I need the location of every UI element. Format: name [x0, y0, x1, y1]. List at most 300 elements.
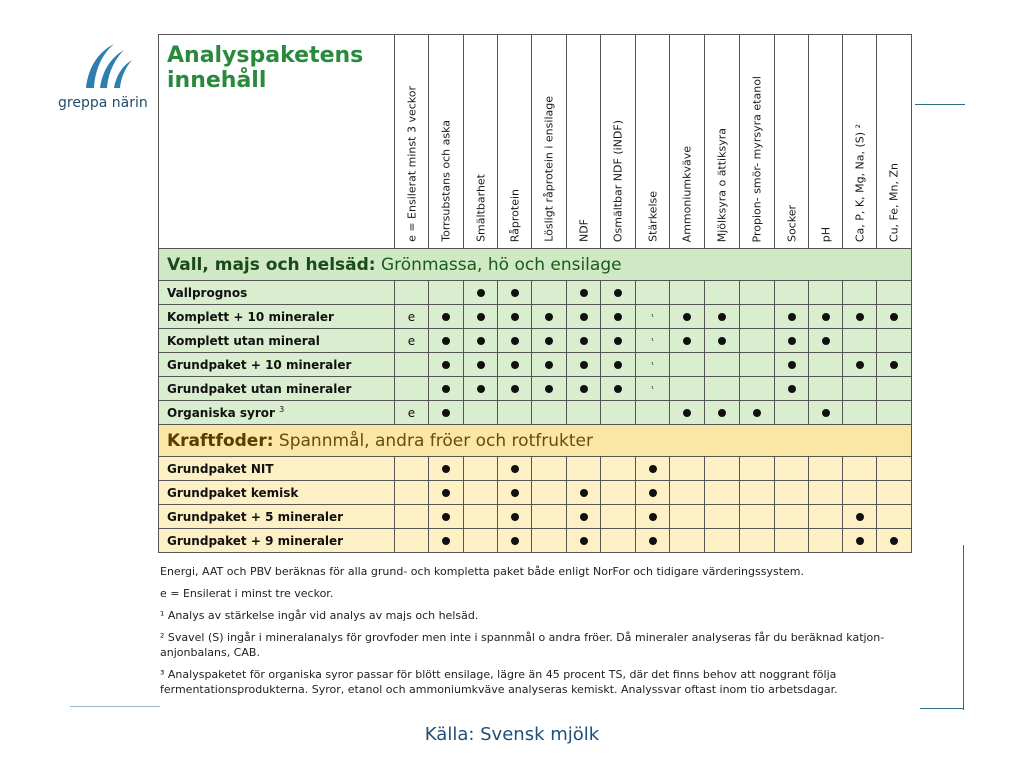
table-cell: [395, 305, 429, 329]
table-cell: [429, 457, 464, 481]
table-cell: [877, 305, 912, 329]
column-header: [395, 35, 429, 249]
ensilage-marker: e: [407, 309, 416, 324]
table-cell: [740, 377, 775, 401]
column-header-label: Smältbarhet: [474, 174, 487, 242]
included-dot-icon: [442, 513, 450, 521]
column-header-label: Råprotein: [508, 188, 521, 242]
source-caption: Källa: Svensk mjölk: [424, 724, 600, 745]
table-cell: [601, 329, 636, 353]
row-label-footnote: 3: [279, 405, 285, 414]
column-header-label: Propion- smör- myrsyra etanol: [750, 75, 764, 242]
table-cell: [877, 481, 912, 505]
table-cell: [567, 329, 601, 353]
table-cell: [636, 329, 670, 353]
included-dot-icon: [718, 313, 726, 321]
included-dot-icon: [477, 337, 485, 345]
included-dot-icon: [683, 409, 691, 417]
column-header: [775, 35, 809, 249]
included-dot-icon: [683, 313, 691, 321]
table-cell: [532, 481, 567, 505]
included-dot-icon: [649, 465, 657, 473]
footnotes: [160, 564, 900, 704]
table-cell: [532, 329, 567, 353]
column-header: [498, 35, 532, 249]
table-cell: [809, 401, 843, 425]
included-dot-icon: [580, 537, 588, 545]
table-cell: [740, 401, 775, 425]
included-dot-icon: [822, 409, 830, 417]
included-dot-icon: [442, 489, 450, 497]
table-row: [159, 281, 912, 305]
table-cell: [395, 481, 429, 505]
included-dot-icon: [511, 465, 519, 473]
table-cell: [705, 377, 740, 401]
table-cell: [877, 505, 912, 529]
note-ensilage: e = Ensilerat i minst tre veckor.: [160, 587, 334, 600]
note-starch: ¹ Analys av stärkelse ingår vid analys av majs och helsäd.: [160, 609, 479, 622]
table-cell: [809, 353, 843, 377]
table-cell: [567, 353, 601, 377]
table-cell: [740, 281, 775, 305]
table-cell: [429, 281, 464, 305]
table-cell: [843, 353, 877, 377]
table-row: [159, 481, 912, 505]
table-cell: [877, 281, 912, 305]
table-cell: [429, 481, 464, 505]
table-cell: [636, 457, 670, 481]
table-cell: [705, 457, 740, 481]
table-cell: [601, 505, 636, 529]
column-header: [601, 35, 636, 249]
table-cell: [740, 329, 775, 353]
table-cell: [775, 481, 809, 505]
included-dot-icon: [822, 337, 830, 345]
included-dot-icon: [545, 313, 553, 321]
table-cell: [498, 281, 532, 305]
included-dot-icon: [753, 409, 761, 417]
row-label: [159, 505, 395, 529]
table-cell: [567, 481, 601, 505]
table-cell: [705, 305, 740, 329]
table-cell: [775, 377, 809, 401]
table-cell: [843, 481, 877, 505]
column-header-label: Lösligt råprotein i ensilage: [542, 96, 556, 242]
included-dot-icon: [545, 361, 553, 369]
table-cell: [843, 529, 877, 553]
table-cell: [395, 353, 429, 377]
included-dot-icon: [442, 409, 450, 417]
table-cell: [601, 457, 636, 481]
table-cell: [498, 377, 532, 401]
table-cell: [809, 481, 843, 505]
included-dot-icon: [545, 385, 553, 393]
table-cell: [464, 305, 498, 329]
table-cell: [498, 353, 532, 377]
table-cell: [395, 401, 429, 425]
table-cell: [464, 401, 498, 425]
table-cell: [809, 305, 843, 329]
table-cell: [636, 281, 670, 305]
row-label: [159, 353, 395, 377]
table-cell: [775, 329, 809, 353]
included-dot-icon: [580, 385, 588, 393]
included-dot-icon: [580, 361, 588, 369]
row-label-text: Organiska syror: [167, 406, 275, 420]
included-dot-icon: [649, 537, 657, 545]
table-cell: [740, 353, 775, 377]
table-row: [159, 329, 912, 353]
table-row: [159, 377, 912, 401]
table-cell: [601, 377, 636, 401]
table-cell: [843, 401, 877, 425]
included-dot-icon: [718, 337, 726, 345]
row-label: [159, 377, 395, 401]
included-dot-icon: [890, 361, 898, 369]
table-cell: [740, 505, 775, 529]
row-label: [159, 481, 395, 505]
table-cell: [464, 377, 498, 401]
table-cell: [429, 305, 464, 329]
table-cell: [464, 281, 498, 305]
table-cell: [498, 329, 532, 353]
column-header: [464, 35, 498, 249]
included-dot-icon: [580, 489, 588, 497]
table-cell: [775, 505, 809, 529]
decor-line-bottom-right: [920, 708, 964, 709]
table-cell: [843, 281, 877, 305]
table-cell: [601, 281, 636, 305]
table-cell: [601, 305, 636, 329]
included-dot-icon: [511, 513, 519, 521]
table-cell: [636, 529, 670, 553]
table-cell: [670, 401, 705, 425]
table-cell: [567, 457, 601, 481]
included-dot-icon: [856, 361, 864, 369]
table-cell: [809, 281, 843, 305]
section-heading-bold: Kraftfoder:: [167, 430, 274, 451]
included-dot-icon: [477, 385, 485, 393]
table-cell: [464, 353, 498, 377]
section-heading-bold: Vall, majs och helsäd:: [167, 254, 376, 275]
included-dot-icon: [477, 313, 485, 321]
table-cell: [464, 457, 498, 481]
included-dot-icon: [890, 537, 898, 545]
included-dot-icon: [511, 313, 519, 321]
table-cell: [877, 377, 912, 401]
table-cell: [843, 305, 877, 329]
table-row: [159, 305, 912, 329]
table-cell: [567, 377, 601, 401]
table-cell: [567, 401, 601, 425]
table-cell: [464, 529, 498, 553]
table-cell: [670, 377, 705, 401]
included-dot-icon: [649, 489, 657, 497]
row-label-text: Komplett + 10 mineraler: [167, 309, 334, 324]
table-cell: [532, 401, 567, 425]
table-cell: [705, 329, 740, 353]
table-cell: [740, 457, 775, 481]
table-cell: [843, 377, 877, 401]
footnote-marker: ¹: [651, 312, 654, 321]
table-cell: [809, 457, 843, 481]
table-cell: [670, 457, 705, 481]
included-dot-icon: [511, 289, 519, 297]
note-sulfur: ² Svavel (S) ingår i mineralanalys för grovfoder men inte i spannmål o andra fröer. Då mineraler analyseras får du beräknad katjon-anjonbalans, CAB.: [160, 631, 885, 659]
table-cell: [532, 529, 567, 553]
table-cell: [429, 329, 464, 353]
table-cell: [775, 529, 809, 553]
table-cell: [498, 305, 532, 329]
row-label-text: Grundpaket + 9 mineraler: [167, 533, 344, 548]
column-header: [532, 35, 567, 249]
table-cell: [636, 481, 670, 505]
included-dot-icon: [442, 385, 450, 393]
included-dot-icon: [545, 337, 553, 345]
included-dot-icon: [442, 537, 450, 545]
table-cell: [464, 329, 498, 353]
included-dot-icon: [614, 289, 622, 297]
table-cell: [532, 353, 567, 377]
table-cell: [809, 505, 843, 529]
table-cell: [843, 505, 877, 529]
section-heading-row: [159, 425, 912, 457]
table-cell: [670, 505, 705, 529]
section-heading: [159, 425, 912, 457]
included-dot-icon: [788, 337, 796, 345]
column-header-label: Osmältbar NDF (iNDF): [611, 119, 625, 242]
included-dot-icon: [683, 337, 691, 345]
table-cell: [740, 481, 775, 505]
column-header-label: Torrsubstans och aska: [439, 120, 453, 242]
row-label-text: Komplett utan mineral: [167, 333, 320, 348]
included-dot-icon: [511, 489, 519, 497]
included-dot-icon: [477, 289, 485, 297]
table-cell: [567, 505, 601, 529]
included-dot-icon: [718, 409, 726, 417]
included-dot-icon: [477, 361, 485, 369]
column-header-label: e = Ensilerat minst 3 veckor: [405, 86, 418, 242]
table-cell: [775, 353, 809, 377]
section-heading: [159, 249, 912, 281]
column-header-label: Mjölksyra o ättiksyra: [715, 127, 729, 242]
table-cell: [636, 305, 670, 329]
table-row: [159, 401, 912, 425]
table-title: [159, 35, 395, 249]
table-cell: [395, 329, 429, 353]
row-label: [159, 281, 395, 305]
table-cell: [636, 377, 670, 401]
table-cell: [532, 505, 567, 529]
included-dot-icon: [649, 513, 657, 521]
included-dot-icon: [614, 337, 622, 345]
row-label-text: Grundpaket + 5 mineraler: [167, 509, 344, 524]
included-dot-icon: [511, 361, 519, 369]
included-dot-icon: [442, 337, 450, 345]
table-cell: [567, 305, 601, 329]
table-cell: [601, 529, 636, 553]
table-cell: [498, 401, 532, 425]
table-cell: [429, 505, 464, 529]
table-cell: [532, 457, 567, 481]
table-cell: [740, 529, 775, 553]
table-cell: [670, 329, 705, 353]
table-row: [159, 505, 912, 529]
column-header: [705, 35, 740, 249]
table-cell: [775, 305, 809, 329]
table-cell: [498, 529, 532, 553]
row-label-text: Vallprognos: [167, 285, 248, 300]
column-header-label: pH: [819, 226, 832, 242]
included-dot-icon: [580, 313, 588, 321]
column-header: [809, 35, 843, 249]
table-cell: [809, 329, 843, 353]
table-cell: [705, 529, 740, 553]
table-cell: [705, 481, 740, 505]
note-energy: Energi, AAT och PBV beräknas för alla grund- och kompletta paket både enligt NorFor och tidigare värderingssystem.: [160, 565, 804, 578]
table-cell: [843, 457, 877, 481]
included-dot-icon: [580, 337, 588, 345]
included-dot-icon: [856, 537, 864, 545]
table-cell: [740, 305, 775, 329]
included-dot-icon: [442, 313, 450, 321]
row-label-text: Grundpaket + 10 mineraler: [167, 357, 352, 372]
table-cell: [429, 401, 464, 425]
table-title-line2: innehåll: [167, 68, 267, 93]
column-header-label: Ca, P, K, Mg, Na, (S) ²: [853, 123, 866, 242]
table-row: [159, 529, 912, 553]
footnote-marker: ¹: [651, 360, 654, 369]
table-cell: [877, 457, 912, 481]
table-cell: [636, 353, 670, 377]
included-dot-icon: [580, 513, 588, 521]
decor-line-bottom-left: [70, 706, 160, 707]
column-header: [429, 35, 464, 249]
table-cell: [601, 401, 636, 425]
table-cell: [498, 505, 532, 529]
table-cell: [843, 329, 877, 353]
column-header: [636, 35, 670, 249]
included-dot-icon: [614, 313, 622, 321]
table-row: [159, 353, 912, 377]
table-cell: [877, 401, 912, 425]
row-label-text: Grundpaket NIT: [167, 461, 274, 476]
table-cell: [464, 505, 498, 529]
included-dot-icon: [788, 361, 796, 369]
table-cell: [532, 305, 567, 329]
column-header-label: Ammoniumkväve: [680, 145, 694, 242]
table-cell: [775, 281, 809, 305]
column-header: [567, 35, 601, 249]
column-header-label: Stärkelse: [646, 191, 659, 242]
table-cell: [670, 305, 705, 329]
included-dot-icon: [580, 289, 588, 297]
included-dot-icon: [788, 313, 796, 321]
table-cell: [601, 353, 636, 377]
included-dot-icon: [822, 313, 830, 321]
column-header: [877, 35, 912, 249]
row-label-text: Grundpaket kemisk: [167, 485, 299, 500]
table-cell: [636, 505, 670, 529]
included-dot-icon: [442, 465, 450, 473]
table-cell: [567, 529, 601, 553]
footnote-marker: ¹: [651, 336, 654, 345]
column-header-label: Socker: [785, 204, 798, 242]
row-label: [159, 529, 395, 553]
included-dot-icon: [614, 385, 622, 393]
section-heading-row: [159, 249, 912, 281]
table-cell: [395, 505, 429, 529]
table-cell: [775, 401, 809, 425]
included-dot-icon: [788, 385, 796, 393]
ensilage-marker: e: [407, 333, 416, 348]
ensilage-marker: e: [407, 405, 416, 420]
table-cell: [429, 377, 464, 401]
table-cell: [395, 457, 429, 481]
table-cell: [429, 529, 464, 553]
table-cell: [498, 457, 532, 481]
table-cell: [775, 457, 809, 481]
table-cell: [670, 481, 705, 505]
included-dot-icon: [890, 313, 898, 321]
note-organic-acids: ³ Analyspaketet för organiska syror passar för blött ensilage, lägre än 45 procent TS, där det finns behov att noggrant följa fermentationsprodukterna. Syror, etanol och ammoniumkväve analyseras kemiskt. Analyssvar oftast inom tio arbetsdagar.: [160, 668, 838, 696]
table-cell: [429, 353, 464, 377]
row-label: [159, 401, 395, 425]
row-label: [159, 329, 395, 353]
table-cell: [670, 529, 705, 553]
table-cell: [877, 329, 912, 353]
included-dot-icon: [614, 361, 622, 369]
table-row: [159, 457, 912, 481]
included-dot-icon: [511, 337, 519, 345]
table-cell: [532, 281, 567, 305]
column-header: [740, 35, 775, 249]
included-dot-icon: [856, 313, 864, 321]
table-cell: [809, 529, 843, 553]
table-cell: [705, 401, 740, 425]
table-cell: [464, 481, 498, 505]
analysis-package-table: [158, 34, 912, 553]
footnote-marker: ¹: [651, 384, 654, 393]
table-cell: [395, 529, 429, 553]
table-cell: [877, 529, 912, 553]
row-label-text: Grundpaket utan mineraler: [167, 381, 352, 396]
included-dot-icon: [511, 537, 519, 545]
table-cell: [532, 377, 567, 401]
table-cell: [498, 481, 532, 505]
section-heading-text: Grönmassa, hö och ensilage: [375, 254, 622, 275]
table-cell: [395, 377, 429, 401]
row-label: [159, 305, 395, 329]
decor-line-vertical-right: [963, 545, 964, 710]
table-cell: [395, 281, 429, 305]
table-cell: [567, 281, 601, 305]
included-dot-icon: [511, 385, 519, 393]
column-header-label: NDF: [577, 218, 590, 242]
section-heading-text: Spannmål, andra fröer och rotfrukter: [273, 430, 593, 451]
included-dot-icon: [856, 513, 864, 521]
table-cell: [670, 353, 705, 377]
decor-line-top-right: [915, 104, 965, 105]
table-cell: [705, 353, 740, 377]
included-dot-icon: [442, 361, 450, 369]
table-cell: [705, 281, 740, 305]
table-title-line1: Analyspaketens: [167, 43, 364, 68]
column-header: [843, 35, 877, 249]
table-cell: [877, 353, 912, 377]
row-label: [159, 457, 395, 481]
table-cell: [601, 481, 636, 505]
